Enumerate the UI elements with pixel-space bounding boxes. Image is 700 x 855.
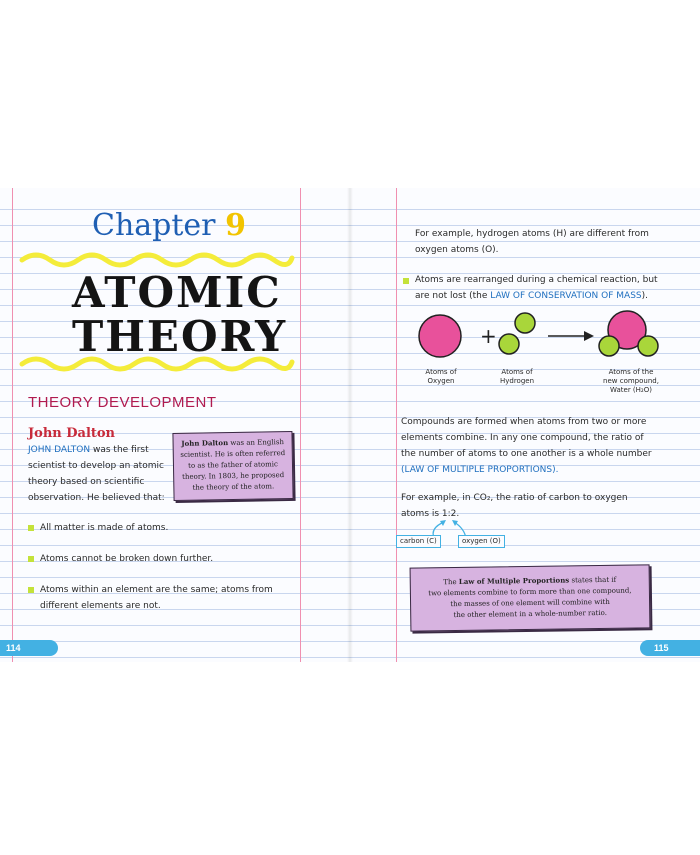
book-gutter (347, 188, 353, 662)
dalton-intro: JOHN DALTON was the first scientist to develop an atomic theory based on scientific observation. He believed that: (28, 445, 165, 503)
chapter-heading (92, 208, 246, 243)
bullet-marker (28, 556, 34, 562)
compounds-paragraph: Compounds are formed when atoms from two or more elements combine. In any one compound, the ratio of the number of atoms to one another is a whole number (LAW OF MULTIPLE PROPORTIONS). (401, 414, 652, 478)
caption-hydrogen: Atoms of Hydrogen (499, 368, 535, 385)
title-line-2: THEORY (72, 312, 288, 361)
reaction-diagram (408, 306, 668, 366)
bullet-marker (28, 587, 34, 593)
carbon-label: carbon (C) (396, 535, 441, 548)
page-number-left: 114 (0, 640, 58, 656)
oxygen-label: oxygen (O) (458, 535, 505, 548)
plus-sign: + (480, 324, 497, 348)
chapter-number: 9 (225, 208, 246, 243)
bullet-1: All matter is made of atoms. (40, 523, 169, 533)
hydrogen-atom (499, 334, 519, 354)
dalton-name: JOHN DALTON (28, 445, 91, 455)
oxygen-atom (419, 315, 461, 357)
caption-water: Atoms of the new compound, Water (H₂O) (603, 368, 659, 394)
bullet-3: Atoms within an element are the same; atoms from different elements are not. (40, 585, 273, 611)
section-heading: THEORY DEVELOPMENT (28, 394, 217, 411)
title-line-1: ATOMIC (72, 268, 282, 317)
left-margin-line (12, 188, 13, 662)
conservation-bullet: Atoms are rearranged during a chemical reaction, but are not lost (the LAW OF CONSERVATION OF MASS). (415, 275, 658, 301)
bullet-2: Atoms cannot be broken down further. (40, 554, 214, 564)
bullet-marker (28, 525, 34, 531)
subsection-heading: John Dalton (28, 426, 116, 441)
law-conservation-of-mass: LAW OF CONSERVATION OF MASS (490, 291, 642, 301)
water-hydrogen-atom (599, 336, 619, 356)
chapter-word: Chapter (92, 208, 216, 243)
book-spread (0, 188, 700, 662)
caption-oxygen: Atoms of Oxygen (425, 368, 457, 385)
bullet-marker (403, 278, 409, 284)
right-page-margin-line (396, 188, 397, 662)
yellow-squiggle-bottom (18, 348, 298, 378)
left-page-right-margin-line (300, 188, 301, 662)
law-info-box: The Law of Multiple Proportions states that if two elements combine to form more than one compound, the masses of one element will combine with the other element in a whole-number ratio. (410, 564, 651, 631)
example-hydrogen-oxygen: For example, hydrogen atoms (H) are different from oxygen atoms (O). (415, 229, 649, 255)
reaction-arrow-head (584, 331, 594, 341)
hydrogen-atom (515, 313, 535, 333)
water-hydrogen-atom (638, 336, 658, 356)
law-multiple-proportions: (LAW OF MULTIPLE PROPORTIONS). (401, 465, 559, 475)
page-number-right: 115 (640, 640, 700, 656)
co2-example: For example, in CO₂, the ratio of carbon to oxygen atoms is 1:2. (401, 493, 628, 519)
dalton-info-box: John Dalton was an English scientist. He is often referred to as the father of atomic theory. In 1803, he proposed the theory of the atom. (172, 431, 293, 501)
